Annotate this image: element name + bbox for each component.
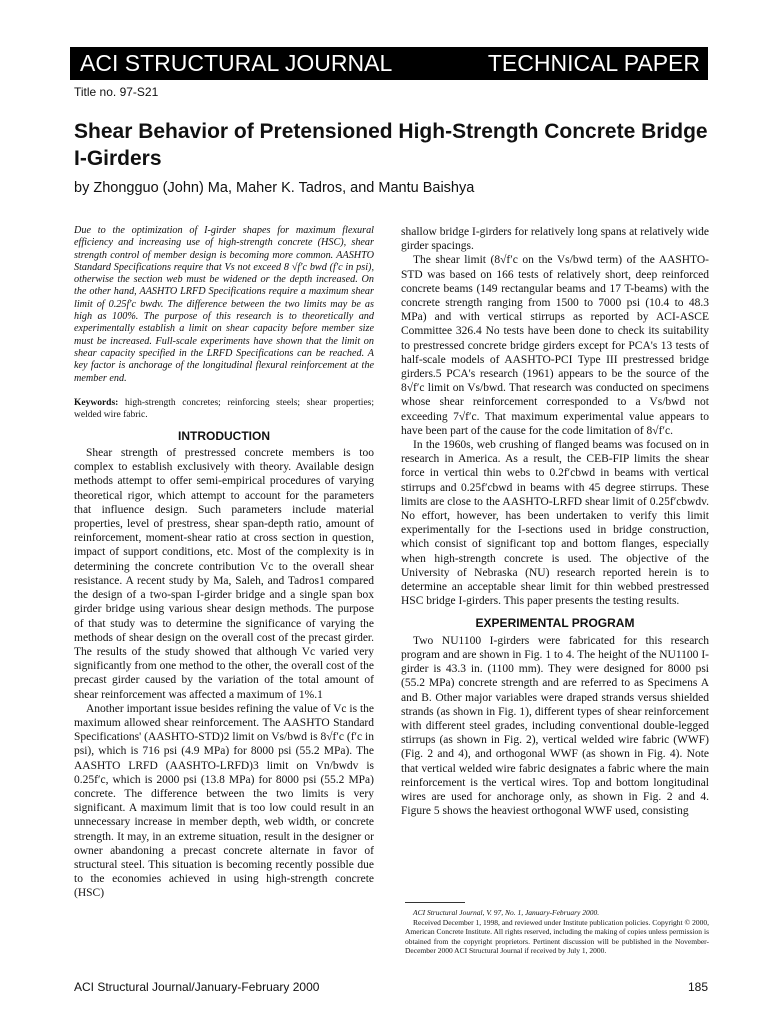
footnote-divider	[405, 902, 465, 903]
footer-journal: ACI Structural Journal/January-February 2000	[74, 980, 320, 994]
experimental-program-heading: EXPERIMENTAL PROGRAM	[475, 616, 635, 631]
abstract: Due to the optimization of I-girder shapes for maximum flexural efficiency and increasing use of high-strength concrete (HSC), shear strength control of member design is becoming more common. AASHTO Standard Specifications require that Vs not exceed 8 √f′c bwd (f′c in psi), otherwise the section web must be widened or the depth increased. On the other hand, AASHTO LRFD Specifications require a maximum shear limit of 0.25f′c bwdv. The difference between the two limits may be as high as 100%. The purpose of this research is to theoretically and experimentally establish a limit on shear capacity before member size must be increased. Full-scale experiments have shown that the limit on shear capacity specified in the LRFD Specifications can be reached. A key factor is anchorage of the longitudinal flexural reinforcement at the member end.	[74, 225, 374, 384]
keywords	[74, 397, 374, 421]
right-paragraph-3: In the 1960s, web crushing of flanged beams was focused on in research in America. As a result, the CEB-FIP limits the shear force in vertical thin webs to 0.2f′cbwd in beams with vertical stirrups and 0.25f′cbwd in beams with 45 degree stirrups. These limits are close to the AASHTO-LRFD shear limit of 0.25f′cbwdv. No effort, however, has been undertaken to verify this limit experimentally for the I-sections used in bridge construction, which consist of significant top and bottom flanges, especially when high-strength concrete is used. The objective of the University of Nebraska (NU) research reported herein is to determine an acceptable shear limit for thin webbed prestressed HSC bridge I-girders. This paper presents the testing results.	[401, 439, 709, 608]
introduction-heading: INTRODUCTION	[178, 428, 270, 443]
journal-name: ACI STRUCTURAL JOURNAL	[80, 50, 393, 76]
footnote-line-2: Received December 1, 1998, and reviewed under Institute publication policies. Copyright © 2000, American Concrete Institute. All rights reserved, including the making of copies unless permission is obtained from the copyright proprietors. Pertinent discussion will be published in the November-December 2000 ACI Structural Journal if received by July 1, 2000.	[405, 917, 709, 955]
footnote	[405, 908, 709, 956]
right-paragraph-1: shallow bridge I-girders for relatively long spans at relatively wide girder spacings.	[401, 226, 709, 253]
right-column	[401, 225, 709, 818]
footnote-line-1: ACI Structural Journal, V. 97, No. 1, January-February 2000.	[413, 908, 600, 917]
paper-title: Shear Behavior of Pretensioned High-Strength Concrete Bridge I-Girders	[74, 120, 708, 170]
intro-paragraph-2: Another important issue besides refining the value of Vc is the maximum allowed shear reinforcement. The AASHTO Standard Specifications' (AASHTO-STD)2 limit on Vs/bwd is 8√f′c (f′c in psi), which is 716 psi (4.9 MPa) for 8000 psi (55.2 MPa). The AASHTO LRFD (AASHTO-LRFD)3 limit on Vn/bwdv is 0.25f′c, which is 2000 psi (13.8 MPa) for 8000 psi (55.2 MPa) concrete. The difference between the two limits is very significant. A maximum limit that is too low could result in an unnecessary increase in member depth, web width, or concrete strength. It may, in an extreme situation, result in the designer or owner abandoning a precast concrete alternate in favor of structural steel. This situation is becoming recently possible due to the economies achieved in using high-strength concrete (HSC)	[74, 702, 374, 900]
authors: by Zhongguo (John) Ma, Maher K. Tadros, and Mantu Baishya	[74, 180, 475, 196]
journal-banner	[70, 47, 708, 80]
keywords-label: Keywords:	[74, 397, 119, 408]
paper-type: TECHNICAL PAPER	[487, 50, 700, 76]
right-paragraph-2: The shear limit (8√f′c on the Vs/bwd term) of the AASHTO-STD was based on 166 tests of relatively short, deep reinforced concrete beams (149 rectangular beams and 17 T-beams) with the concrete strength ranging from 1500 to 7000 psi (10.4 to 48.3 MPa) and with vertical stirrups as reported by ACI-ASCE Committee 326.4 No tests have been done to check its suitability to prestressed concrete bridge girders except for PCA's 13 tests of half-scale models of AASHTO-PCI Type III prestressed bridge girders.5 PCA's research (1961) appears to be the source of the 8√f′c limit on Vs/bwd. That research was conducted on specimens whose shear reinforcement corresponded to a Vs/bwd not exceeding 7√f′c. That maximum experimental value appears to have been part of the cause for the code limitation of 8√f′c.	[401, 254, 709, 437]
title-number: Title no. 97-S21	[74, 85, 159, 99]
intro-paragraph-1: Shear strength of prestressed concrete members is too complex to establish exclusively with theory. Available design methods attempt to offer semi-empirical procedures of varying theoretical rigor, which attempt to account for the parameters that influence design. Such parameters include material properties, level of prestress, shear span-depth ratio, amount of reinforcement, moment-shear ratio at cross section in question, impact of support conditions, etc. Most of the complexity is in determining the concrete contribution Vc to the overall shear resistance. A recent study by Ma, Saleh, and Tadros1 compared the design of a two-span I-girder bridge and a single span box girder bridge using various shear design methods. The purpose of that study was to determine the significance of varying the methods of shear design on the overall cost of the precast girder. The results of the study showed that although Vc varied very significantly from one method to the other, the overall cost of the precast girder caused by the variation of the total amount of shear reinforcement was affected a maximum of 1%.1	[74, 447, 374, 701]
experimental-paragraph-1: Two NU1100 I-girders were fabricated for this research program and are shown in Fig. 1 to 4. The height of the NU1100 I-girder is 43.3 in. (1100 mm). They were designed for 8000 psi (55.2 MPa) concrete strength and are referred to as Specimens A and B. Other major variables were draped strands versus shielded strands (as shown in Fig. 1), different types of shear reinforcement with different steel grades, including conventional double-legged stirrups (as shown in Fig. 2), vertical welded wire fabric (WWF) (Fig. 2 and 4), and orthogonal WWF (as shown in Fig. 4). Note that vertical welded wire fabric designates a fabric where the main reinforcement is the vertical wires. Top and bottom longitudinal wires are used for anchorage only, as shown in Fig. 2 and 4. Figure 5 shows the heaviest orthogonal WWF used, consisting	[401, 634, 709, 818]
left-column	[74, 225, 374, 901]
page-number: 185	[687, 980, 708, 994]
keywords-text: high-strength concretes; reinforcing steels; shear properties; welded wire fabric.	[74, 397, 374, 420]
